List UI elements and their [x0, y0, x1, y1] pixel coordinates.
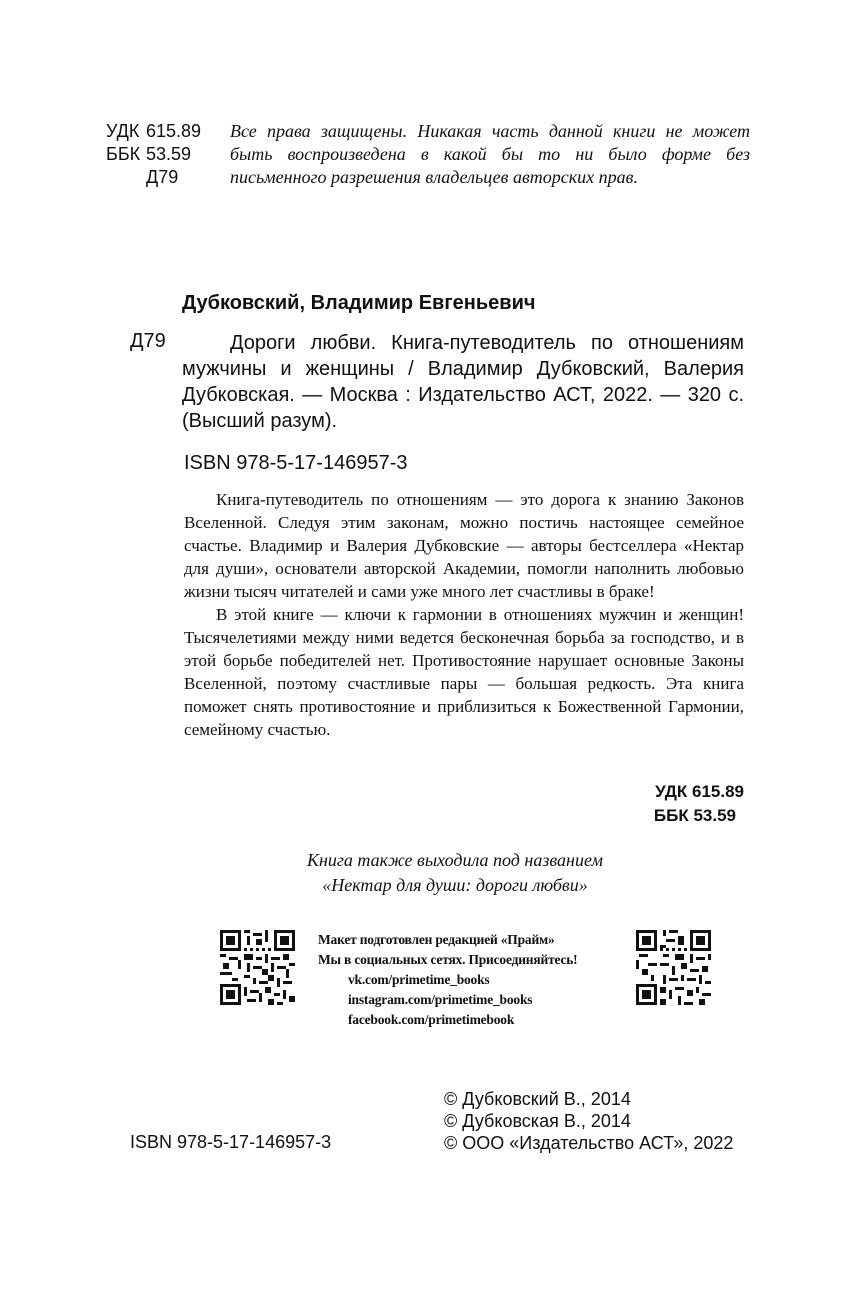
author-mark-entry: Д79 [130, 330, 166, 352]
author-heading: Дубковский, Владимир Евгеньевич [182, 292, 536, 314]
author-mark: Д79 [146, 167, 179, 187]
copyright-block [444, 1088, 733, 1154]
copyright-line-3: © ООО «Издательство АСТ», 2022 [444, 1133, 734, 1153]
previous-title-line-2: «Нектар для души: дороги любви» [322, 875, 588, 895]
facebook-link[interactable]: facebook.com/primetimebook [348, 1012, 515, 1027]
annotation-paragraph-1: Книга-путеводитель по отношениям — это дорога к знанию Законов Вселенной. Следуя этим законам, можно постичь настоящее семейное счастье. Владимир и Валерия Дубковские — авторы бестселлера «Нектар для души», основатели авторской Академии, помогли наполнить любовью жизни тысяч читателей и сами уже много лет счастливы в браке! [184, 490, 744, 601]
copyright-line-2: © Дубковская В., 2014 [444, 1111, 631, 1131]
instagram-link[interactable]: instagram.com/primetime_books [348, 992, 533, 1007]
bbk-row [106, 143, 214, 166]
udk-row [106, 120, 214, 143]
social-links [318, 970, 628, 1030]
udk-footer: УДК 615.89 [655, 782, 744, 801]
annotation [184, 488, 744, 741]
copyright-line-1: © Дубковский В., 2014 [444, 1089, 631, 1109]
author-mark-row [106, 166, 214, 189]
qr-code-right [636, 930, 711, 1005]
udk-label: УДК [106, 121, 140, 141]
bbk-label: ББК [106, 144, 141, 164]
udk-value: 615.89 [146, 121, 202, 141]
layout-credit: Макет подготовлен редакцией «Прайм» [318, 932, 555, 947]
previous-title-note [240, 848, 670, 898]
previous-title-line-1: Книга также выходила под названием [307, 850, 603, 870]
vk-link[interactable]: vk.com/primetime_books [348, 972, 490, 987]
bbk-footer: ББК 53.59 [653, 806, 736, 825]
bbk-value: 53.59 [146, 144, 192, 164]
rights-notice: Все права защищены. Никакая часть данной книги не может быть воспроизведена в какой бы то ни было форме без письменного разрешения владельцев авторских прав. [230, 121, 750, 187]
publisher-credits [318, 930, 628, 1030]
isbn-main: ISBN 978-5-17-146957-3 [184, 452, 408, 474]
classification-codes [106, 120, 214, 189]
udk-bbk-footer [600, 780, 744, 828]
qr-code-left [220, 930, 295, 1005]
isbn-footer: ISBN 978-5-17-146957-3 [130, 1132, 332, 1152]
annotation-paragraph-2: В этой книге — ключи к гармонии в отношениях мужчин и женщин! Тысячелетиями между ними ведется бесконечная борьба за господство, и в этой борьбе победителей нет. Противостояние нарушает основные Законы Вселенной, поэтому счастливые пары — большая редкость. Эта книга поможет снять противостояние и приблизиться к Божественной Гармонии, семейному счастью. [184, 605, 744, 739]
social-invite: Мы в социальных сетях. Присоединяйтесь! [318, 952, 578, 967]
bibliographic-entry: Дороги любви. Книга-путеводитель по отношениям мужчины и женщины / Владимир Дубковский, Валерия Дубковская. — Москва : Издательство АСТ, 2022. — 320 с. (Высший разум). [182, 332, 744, 432]
